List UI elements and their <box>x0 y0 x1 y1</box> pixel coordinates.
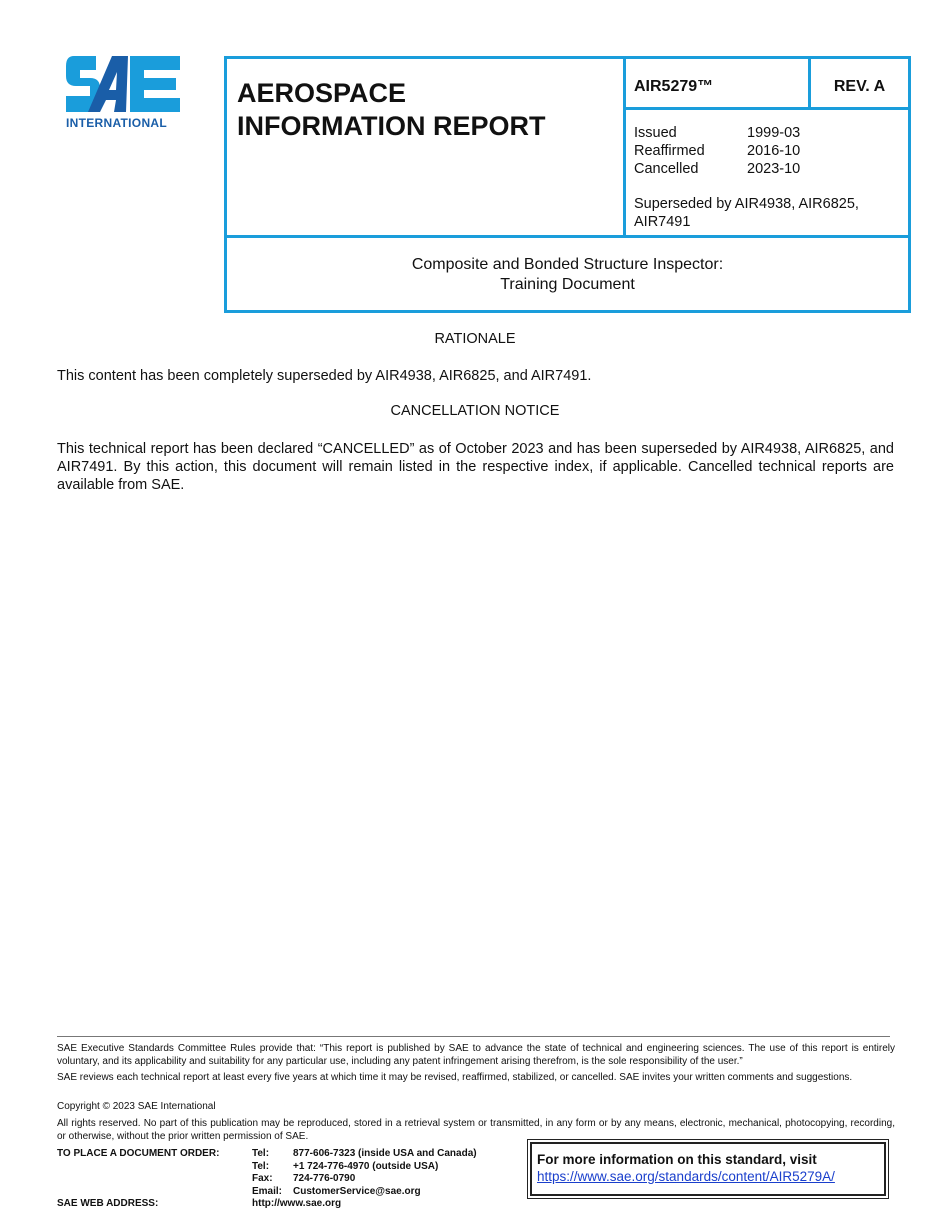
email[interactable]: CustomerService@sae.org <box>293 1185 421 1197</box>
rationale-text: This content has been completely superseded by AIR4938, AIR6825, and AIR7491. <box>57 368 592 384</box>
cancellation-heading: CANCELLATION NOTICE <box>390 403 560 419</box>
date-cancelled: Cancelled 2023-10 <box>634 161 801 177</box>
dates-block <box>626 110 908 238</box>
footer-rules: SAE Executive Standards Committee Rules provide that: “This report is published by SAE to advance the state of technical and engineering sciences. The use of this report is entirely voluntary, and its applicability and suitability for any particular use, including any patent infringement arising therefrom, is the sole responsibility of the user.” <box>57 1043 895 1067</box>
footer-divider <box>57 1036 890 1037</box>
title-line1: Composite and Bonded Structure Inspector: <box>411 256 724 273</box>
document-title <box>227 238 908 310</box>
tel-international: +1 724-776-4970 (outside USA) <box>293 1160 439 1172</box>
sae-logo-mark-icon <box>66 54 186 114</box>
footer-review: SAE reviews each technical report at least every five years at which time it may be revised, reaffirmed, stabilized, or cancelled. SAE invites your written comments and suggestions. <box>57 1072 853 1083</box>
rationale-heading: RATIONALE <box>434 331 516 347</box>
revision: REV. A <box>811 59 908 110</box>
web-address[interactable]: http://www.sae.org <box>252 1198 342 1209</box>
order-info: TO PLACE A DOCUMENT ORDER: Tel: 877-606-7323 (inside USA and Canada) Tel: +1 724-776-4970 (outside USA) Fax: 724-776-0790 Email: CustomerService@sae.org SAE WEB ADDRESS: http://www.sae.org <box>57 1148 477 1209</box>
tel-domestic: 877-606-7323 (inside USA and Canada) <box>293 1148 477 1159</box>
date-issued: Issued 1999-03 <box>634 125 801 141</box>
web-label: SAE WEB ADDRESS: <box>57 1198 159 1209</box>
title-line2: Training Document <box>500 276 635 293</box>
order-label: TO PLACE A DOCUMENT ORDER: <box>57 1148 220 1159</box>
doc-type-line1: AEROSPACE <box>237 78 407 108</box>
header-box <box>224 56 911 313</box>
logo-subtext: INTERNATIONAL <box>66 116 168 130</box>
footer-rights: All rights reserved. No part of this publication may be reproduced, stored in a retrieval system or transmitted, in any form or by any means, electronic, mechanical, photocopying, recording, or otherwise, without the prior written permission of SAE. <box>57 1118 895 1142</box>
date-reaffirmed: Reaffirmed 2016-10 <box>634 143 801 159</box>
fax: 724-776-0790 <box>293 1173 356 1184</box>
doc-type-line2: INFORMATION REPORT <box>237 111 546 141</box>
standard-link[interactable]: https://www.sae.org/standards/content/AIR5279A/ <box>537 1169 835 1184</box>
sae-logo <box>66 54 186 134</box>
info-box <box>527 1139 889 1199</box>
superseded-by: Superseded by AIR4938, AIR6825, AIR7491 <box>634 196 859 230</box>
footer-copyright: Copyright © 2023 SAE International <box>57 1101 216 1112</box>
cancellation-text: This technical report has been declared “CANCELLED” as of October 2023 and has been superseded by AIR4938, AIR6825, and AIR7491. By this action, this document will remain listed in the respective index, if applicable. Cancelled technical reports are available from SAE. <box>57 441 894 493</box>
document-number: AIR5279™ <box>626 59 811 110</box>
info-text: For more information on this standard, visit <box>537 1152 817 1167</box>
document-type <box>227 59 626 238</box>
